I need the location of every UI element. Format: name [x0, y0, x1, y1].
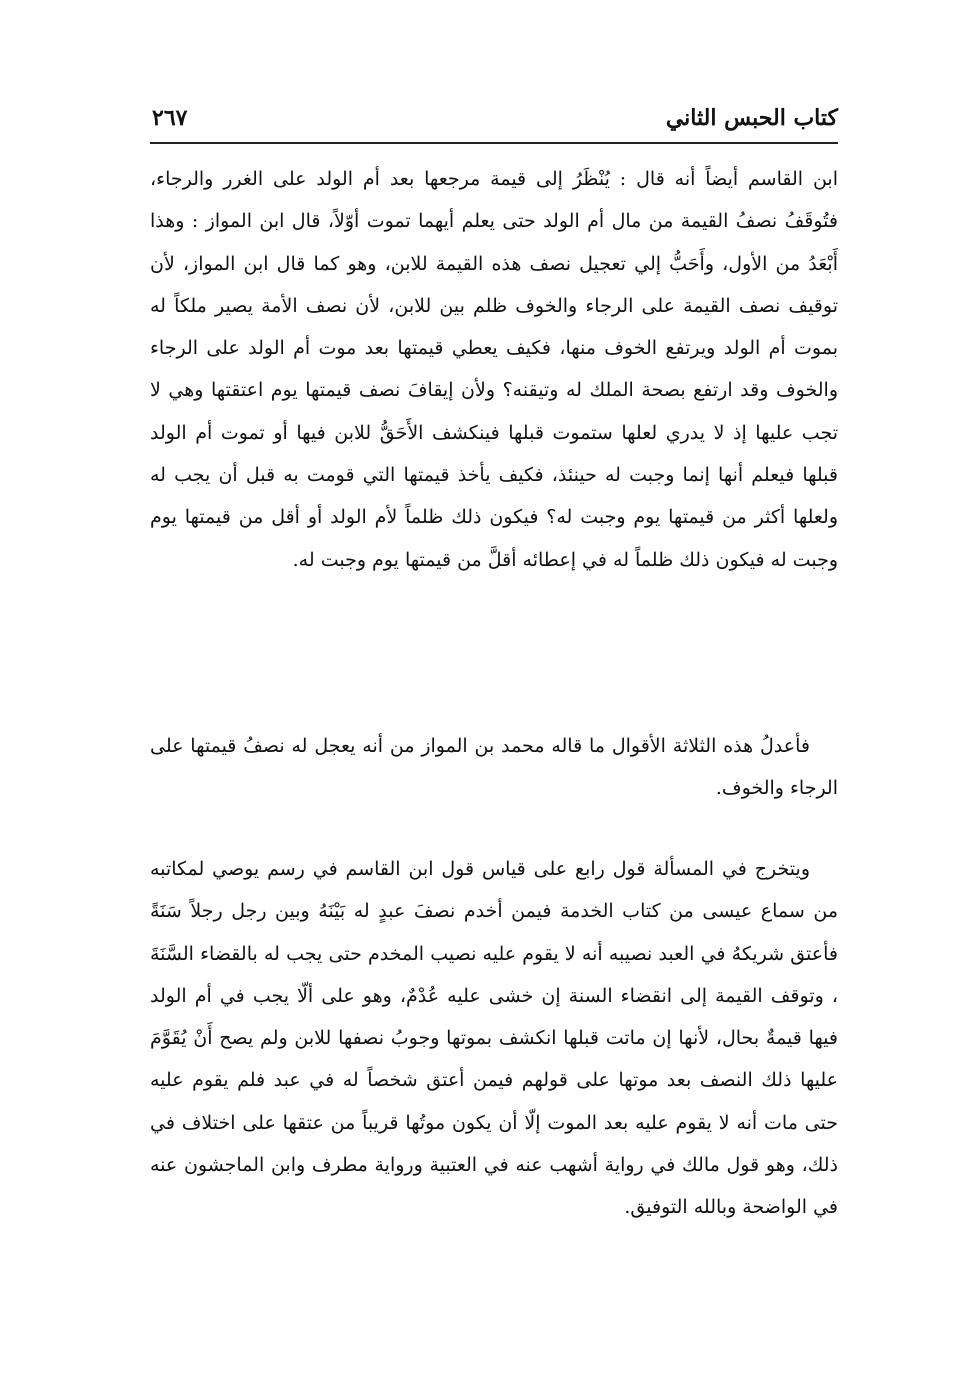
page-header	[150, 98, 838, 144]
body-paragraph-1	[150, 158, 838, 710]
paragraph-text: فأعدلُ هذه الثلاثة الأقوال ما قاله محمد بن المواز من أنه يعجل له نصفُ قيمتها على الرجاء والخوف.	[150, 735, 838, 800]
running-title: كتاب الحبس الثاني	[665, 105, 838, 131]
paragraph-text: ابن القاسم أيضاً أنه قال : يُنْظَرُ إلى قيمة مرجعها بعد أم الولد على الغرر والرجاء، فتُوقَفُ نصفُ القيمة من مال أم الولد حتى يعلم أيهما تموت أوّلاً، قال ابن المواز : وهذا أَبْعَدُ من الأول، وأَحَبُّ إلي تعجيل نصف هذه القيمة للابن، وهو كما قال ابن المواز، لأن توقيف نصف القيمة على الرجاء والخوف ظلم بين للابن، لأن نصف الأمة يصير ملكاً له بموت أم الولد ويرتفع الخوف منها، فكيف يعطي قيمتها بعد موت أم الولد على الرجاء والخوف وقد ارتفع بصحة الملك له وتيقنه؟ ولأن إيقافَ نصف قيمتها يوم اعتقتها وهي لا تجب عليها إذ لا يدري لعلها ستموت قبلها فينكشف الأَحَقُّ للابن فيها أو تموت أم الولد قبلها فيعلم أنها إنما وجبت له حينئذ، فكيف يأخذ قيمتها التي قومت به قبل أن يجب له ولعلها أكثر من قيمتها يوم وجبت له؟ فيكون ذلك ظلماً لأم الولد أو أقل من قيمتها يوم وجبت له فيكون ذلك ظلماً له في إعطائه أقلَّ من قيمتها يوم وجبت له.	[150, 168, 838, 571]
body-paragraph-2	[150, 725, 838, 815]
body-paragraph-3	[150, 848, 838, 1313]
paragraph-text: ويتخرج في المسألة قول رابع على قياس قول ابن القاسم في رسم يوصي لمكاتبه من سماع عيسى من كتاب الخدمة فيمن أخدم نصفَ عبدٍ له بَيْنَهُ وبين رجل رجلاً سَنَةً فأعتق شريكهُ في العبد نصيبه أنه لا يقوم عليه نصيب المخدم حتى يجب له بالقضاء السَّنَةَ ، وتوقف القيمة إلى انقضاء السنة إن خشى عليه عُدْمٌ، وهو على ألّا يجب في أم الولد فيها قيمةٌ بحال، لأنها إن ماتت قبلها انكشف بموتها وجوبُ نصفها للابن ولم يصح أَنْ يُقَوَّمَ عليها ذلك النصف بعد موتها على قولهم فيمن أعتق شخصاً له في عبد فلم يقوم عليه حتى مات أنه لا يقوم عليه بعد الموت إلّا أن يكون موتُها قريباً من عتقها على اختلاف في ذلك، وهو قول مالك في رواية أشهب عنه في العتبية ورواية مطرف وابن الماجشون عنه في الواضحة وبالله التوفيق.	[150, 858, 838, 1219]
page-number: ٢٦٧	[152, 105, 188, 131]
